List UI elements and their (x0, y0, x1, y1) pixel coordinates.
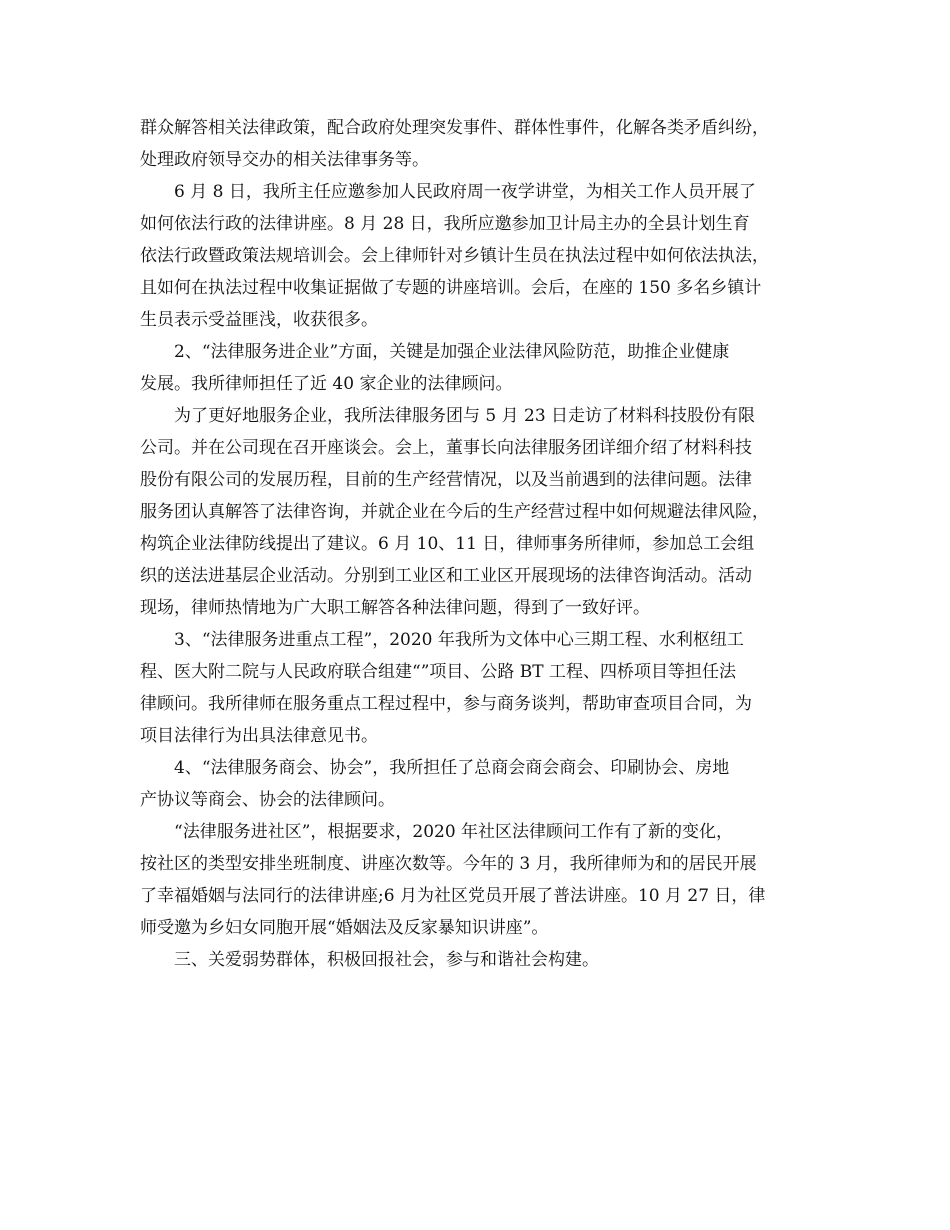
text-line: 且如何在执法过程中收集证据做了专题的讲座培训。会后，在座的 150 多名乡镇计 (140, 278, 762, 298)
text-line: 4、“法律服务商会、协会”，我所担任了总商会商会商会、印刷协会、房地 (174, 758, 730, 778)
text-line: 律顾问。我所律师在服务重点工程过程中，参与商务谈判，帮助审查项目合同，为 (140, 694, 752, 714)
text-line: 了幸福婚姻与法同行的法律讲座;6 月为社区党员开展了普法讲座。10 月 27 日，律 (140, 886, 766, 906)
text-line: 产协议等商会、协会的法律顾问。 (140, 790, 395, 810)
text-line: 发展。我所律师担任了近 40 家企业的法律顾问。 (140, 374, 513, 394)
text-line: 3、“法律服务进重点工程”，2020 年我所为文体中心三期工程、水利枢纽工 (174, 630, 744, 650)
text-line: 群众解答相关法律政策，配合政府处理突发事件、群体性事件，化解各类矛盾纠纷， (140, 118, 769, 138)
document-body (140, 112, 840, 976)
text-line: 股份有限公司的发展历程，目前的生产经营情况，以及当前遇到的法律问题。法律 (140, 470, 752, 490)
text-line: 6 月 8 日，我所主任应邀参加人民政府周一夜学讲堂，为相关工作人员开展了 (174, 182, 756, 202)
text-line: 项目法律行为出具法律意见书。 (140, 726, 378, 746)
text-line: 处理政府领导交办的相关法律事务等。 (140, 150, 429, 170)
text-line: 服务团认真解答了法律咨询，并就企业在今后的生产经营过程中如何规避法律风险， (140, 502, 769, 522)
text-line: 按社区的类型安排坐班制度、讲座次数等。今年的 3 月，我所律师为和的居民开展 (140, 854, 757, 874)
text-line: 现场，律师热情地为广大职工解答各种法律问题，得到了一致好评。 (140, 598, 650, 618)
text-line: 为了更好地服务企业，我所法律服务团与 5 月 23 日走访了材料科技股份有限 (174, 406, 756, 426)
text-line: “法律服务进社区”，根据要求，2020 年社区法律顾问工作有了新的变化， (174, 822, 734, 842)
text-line: 师受邀为乡妇女同胞开展“婚姻法及反家暴知识讲座”。 (140, 918, 549, 938)
text-line: 2、“法律服务进企业”方面，关键是加强企业法律风险防范，助推企业健康 (174, 342, 730, 362)
text-line: 织的送法进基层企业活动。分别到工业区和工业区开展现场的法律咨询活动。活动 (140, 566, 752, 586)
text-line: 程、医大附二院与人民政府联合组建“”项目、公路 BT 工程、四桥项目等担任法 (140, 662, 737, 682)
text-line: 依法行政暨政策法规培训会。会上律师针对乡镇计生员在执法过程中如何依法执法， (140, 246, 769, 266)
text-line: 三、关爱弱势群体，积极回报社会，参与和谐社会构建。 (174, 950, 599, 970)
text-line: 生员表示受益匪浅，收获很多。 (140, 310, 378, 330)
text-line: 公司。并在公司现在召开座谈会。会上，董事长向法律服务团详细介绍了材料科技 (140, 438, 752, 458)
text-line: 构筑企业法律防线提出了建议。6 月 10、11 日，律师事务所律师，参加总工会组 (140, 534, 755, 554)
text-line: 如何依法行政的法律讲座。8 月 28 日，我所应邀参加卫计局主办的全县计划生育 (140, 214, 750, 234)
